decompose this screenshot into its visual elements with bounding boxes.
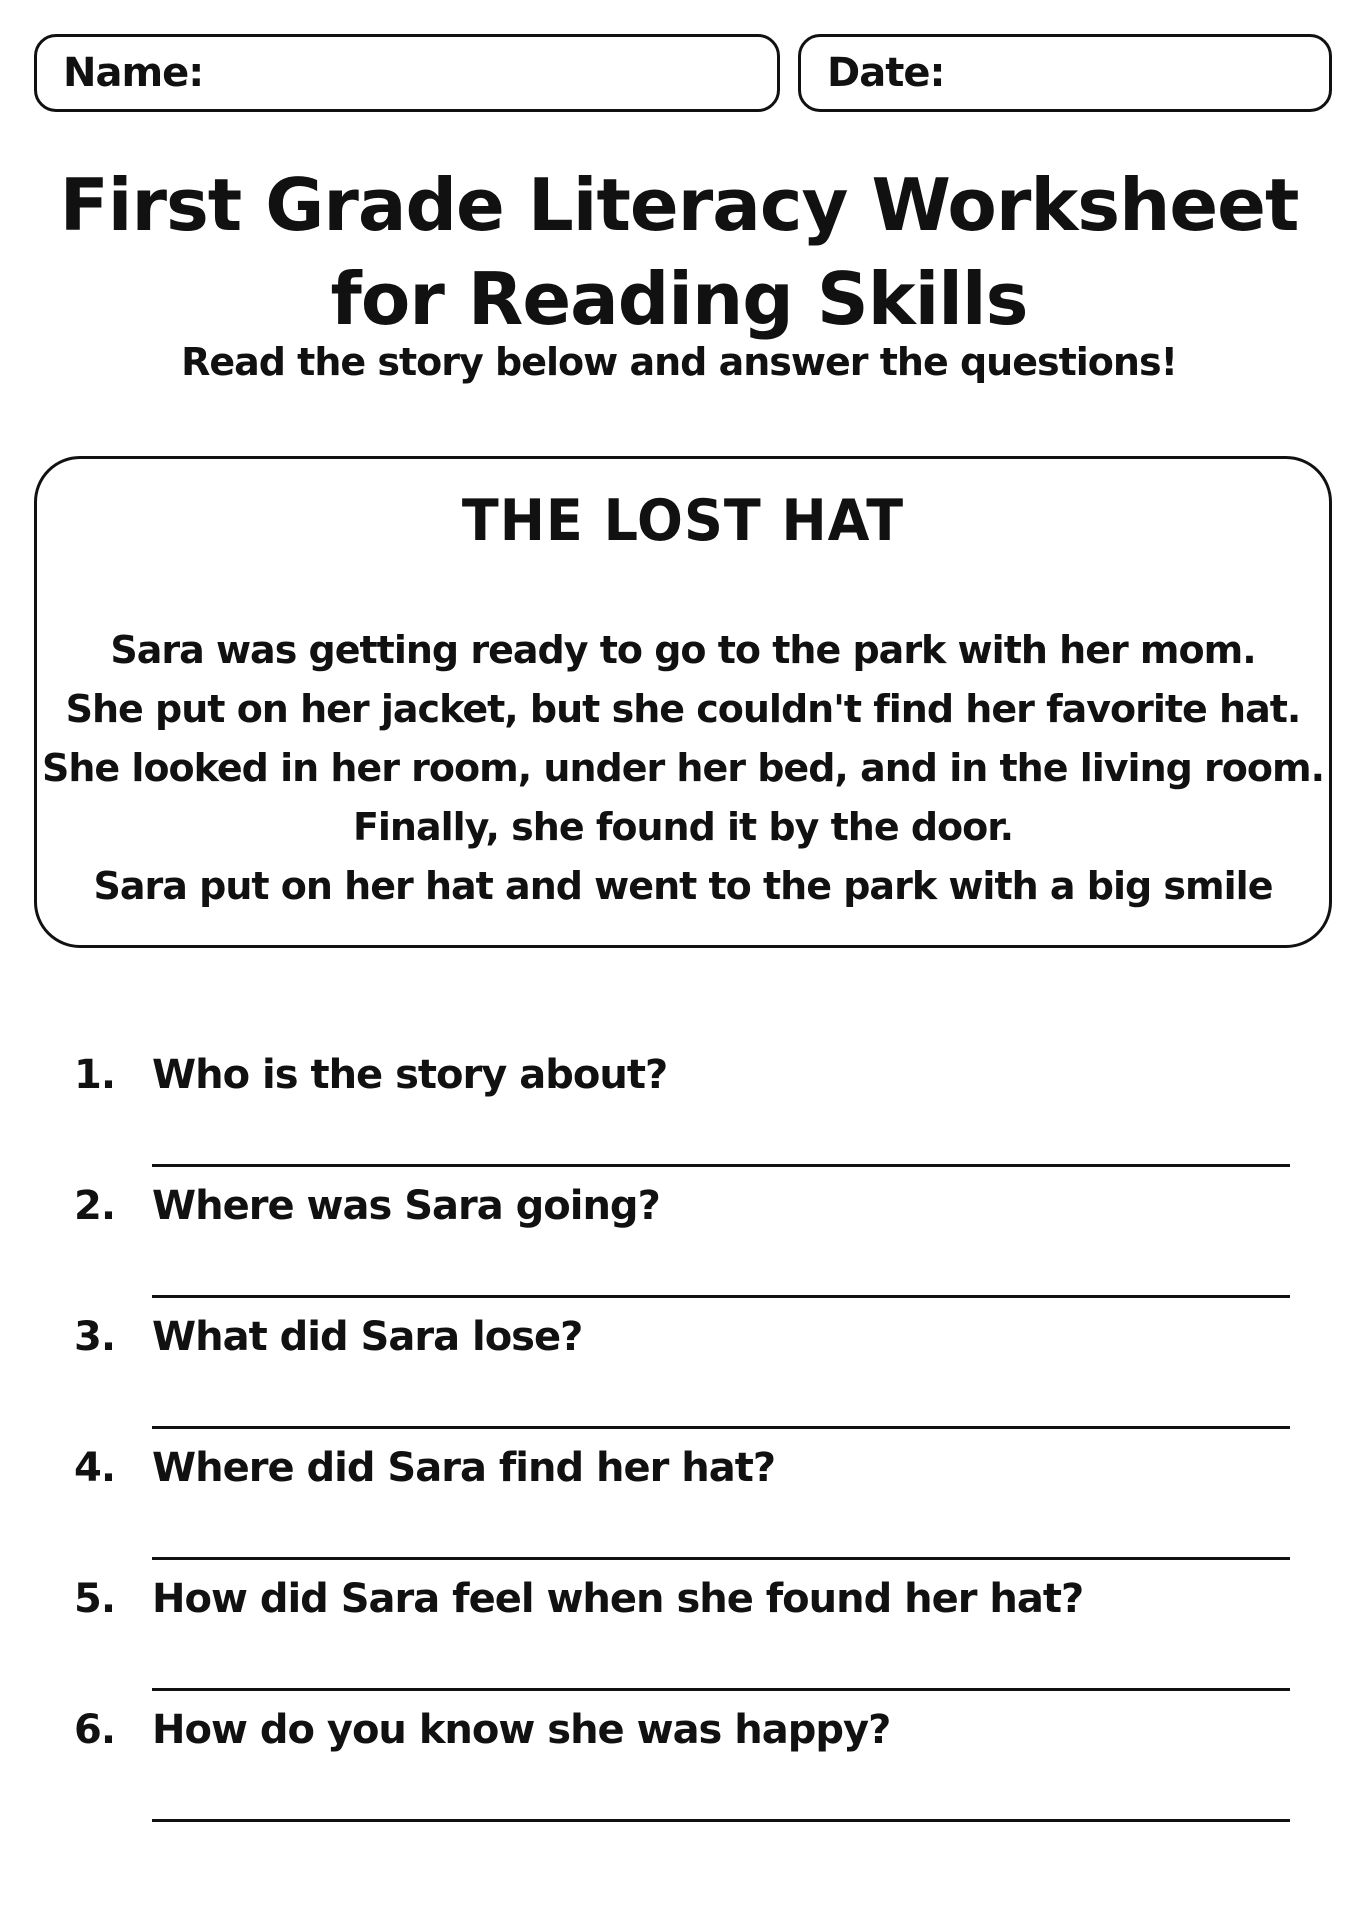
worksheet-title [0, 158, 1358, 346]
question-text: Who is the story about? [152, 1052, 668, 1098]
question-item [74, 1445, 1290, 1576]
story-line: She looked in her room, under her bed, and in the living room. [41, 746, 1325, 790]
question-number: 5. [74, 1576, 116, 1622]
answer-line[interactable] [152, 1557, 1290, 1560]
answer-line[interactable] [152, 1426, 1290, 1429]
question-item [74, 1314, 1290, 1445]
question-number: 1. [74, 1052, 116, 1098]
date-field[interactable] [798, 34, 1332, 112]
title-line-2: for Reading Skills [330, 257, 1028, 341]
instructions: Read the story below and answer the questions! [181, 340, 1177, 384]
answer-line[interactable] [152, 1688, 1290, 1691]
question-item [74, 1052, 1290, 1183]
question-item [74, 1183, 1290, 1314]
question-text: How do you know she was happy? [152, 1707, 891, 1753]
name-field[interactable] [34, 34, 780, 112]
name-label: Name: [63, 50, 204, 96]
story-line: Sara put on her hat and went to the park with a big smile [93, 864, 1273, 908]
story-text [37, 621, 1329, 916]
question-item [74, 1576, 1290, 1707]
title-line-1: First Grade Literacy Worksheet [59, 163, 1299, 247]
story-line: Sara was getting ready to go to the park with her mom. [110, 628, 1256, 672]
question-number: 3. [74, 1314, 116, 1360]
answer-line[interactable] [152, 1164, 1290, 1167]
question-number: 6. [74, 1707, 116, 1753]
question-number: 4. [74, 1445, 116, 1491]
question-text: What did Sara lose? [152, 1314, 583, 1360]
question-text: Where was Sara going? [152, 1183, 660, 1229]
question-item [74, 1707, 1290, 1838]
question-number: 2. [74, 1183, 116, 1229]
question-text: How did Sara feel when she found her hat? [152, 1576, 1084, 1622]
answer-line[interactable] [152, 1295, 1290, 1298]
date-label: Date: [827, 50, 945, 96]
story-line: She put on her jacket, but she couldn't find her favorite hat. [65, 687, 1301, 731]
story-title: THE LOST HAT [461, 487, 905, 554]
answer-line[interactable] [152, 1819, 1290, 1822]
story-box [34, 456, 1332, 948]
question-text: Where did Sara find her hat? [152, 1445, 776, 1491]
question-list [74, 1052, 1290, 1838]
story-line: Finally, she found it by the door. [352, 805, 1014, 849]
